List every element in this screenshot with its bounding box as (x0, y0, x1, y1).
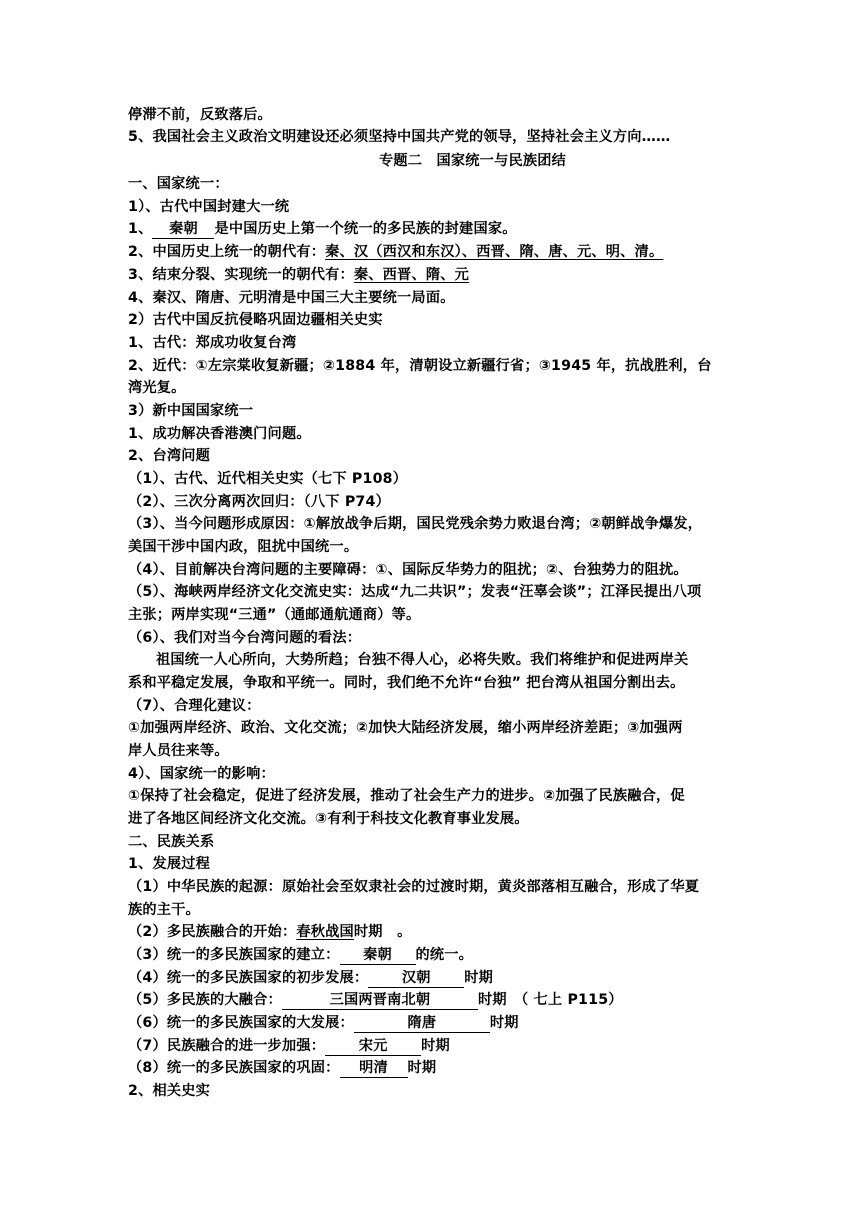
subsection-heading: 4）、国家统一的影响： (128, 766, 275, 782)
paragraph-line: 进了各地区间经济文化交流。③有利于科技文化教育事业发展。 (128, 811, 529, 827)
fill-blank: 明清 (340, 1059, 408, 1078)
item-text: （8）统一的多民族国家的巩固： (128, 1060, 340, 1076)
text-line: 湾光复。 (128, 380, 186, 396)
item-text: 时期 （ 七上 P115） (477, 992, 623, 1008)
list-item: 4、秦汉、隋唐、元明清是中国三大主要统一局面。 (128, 290, 455, 306)
item-text: （4）统一的多民族国家的初步发展： (128, 970, 369, 986)
text-line: 主张；两岸实现“三通”（通邮通航通商）等。 (128, 607, 421, 623)
list-item (128, 944, 748, 967)
item-text: （3）统一的多民族国家的建立： (128, 947, 340, 963)
item-text: （6）统一的多民族国家的大发展： (128, 1015, 354, 1031)
paragraph-line: ①加强两岸经济、政治、文化交流；②加快大陆经济发展，缩小两岸经济差距；③加强两 (128, 720, 683, 736)
subsection-heading: 1）、古代中国封建大一统 (128, 199, 290, 215)
list-item (128, 1012, 748, 1035)
list-item: （2）、三次分离两次回归：（八下 P74） (128, 494, 390, 510)
fill-blank: 汉朝 (368, 969, 464, 988)
fill-blank: 秦朝 (152, 220, 214, 239)
list-item: （7）、合理化建议： (128, 698, 261, 714)
list-item: 1、古代：郑成功收复台湾 (128, 335, 297, 351)
fill-blank: 三国两晋南北朝 (282, 991, 478, 1010)
paragraph-line: 祖国统一人心所向，大势所趋；台独不得人心，必将失败。我们将维护和促进两岸关 (156, 652, 689, 668)
item-text: 时期 。 (353, 924, 412, 940)
list-item: 1、成功解决香港澳门问题。 (128, 426, 311, 442)
list-item (128, 1057, 748, 1080)
list-item: （6）、我们对当今台湾问题的看法： (128, 630, 362, 646)
item-text: 2、中国历史上统一的朝代有： (128, 244, 326, 260)
underlined-text: 春秋战国 (296, 924, 354, 940)
fill-blank: 宋元 (325, 1037, 421, 1056)
item-text: （2）多民族融合的开始： (128, 924, 297, 940)
list-item (128, 241, 748, 264)
list-item: （5）、海峡两岸经济文化交流史实：达成“九二共识”；发表“汪辜会谈”；江泽民提出八项 (128, 584, 702, 600)
item-text: 时期 (489, 1015, 519, 1031)
item-text: 时期 (421, 1038, 450, 1054)
fill-blank: 隋唐 (354, 1014, 490, 1033)
subsection-heading: 1、发展过程 (128, 856, 211, 872)
text-line: 美国干涉中国内政，阻扰中国统一。 (128, 539, 359, 555)
list-item (128, 218, 748, 241)
subsection-heading: 2、相关史实 (128, 1083, 211, 1099)
list-item: （1）中华民族的起源：原始社会至奴隶社会的过渡时期，黄炎部落相互融合，形成了华夏 (128, 879, 700, 895)
paragraph-line: ①保持了社会稳定，促进了经济发展，推动了社会生产力的进步。②加强了民族融合，促 (128, 788, 685, 804)
item-text: 3、结束分裂、实现统一的朝代有： (128, 267, 354, 283)
item-text: （5）多民族的大融合： (128, 992, 282, 1008)
underlined-text: 秦、汉（西汉和东汉）、西晋、隋、唐、元、明、清。 (325, 244, 664, 260)
item-text: 时期 (464, 970, 494, 986)
list-item: 2、台湾问题 (128, 448, 211, 464)
text-line: 族的主干。 (128, 902, 200, 918)
item-text: 是中国历史上第一个统一的多民族的封建国家。 (214, 221, 517, 237)
section-heading: 二、民族关系 (128, 834, 215, 850)
list-item: 2、近代：①左宗棠收复新疆；②1884 年，清朝设立新疆行省；③1945 年，抗战胜利，台 (128, 358, 712, 374)
item-text: （7）民族融合的进一步加强： (128, 1038, 326, 1054)
list-item (128, 921, 748, 944)
topic-title: 专题二 国家统一与民族团结 (378, 153, 567, 169)
section-heading: 一、国家统一： (128, 176, 229, 192)
subsection-heading: 2）古代中国反抗侵略巩固边疆相关史实 (128, 312, 383, 328)
item-text: 的统一。 (415, 947, 474, 963)
paragraph-line: 岸人员往来等。 (128, 743, 229, 759)
text-line: 停滞不前，反致落后。 (128, 107, 272, 123)
paragraph-line: 系和平稳定发展，争取和平统一。同时，我们绝不允许“台独” 把台湾从祖国分割出去。 (128, 675, 685, 691)
item-number: 1、 (128, 221, 153, 237)
list-item (128, 967, 748, 990)
list-item (128, 989, 748, 1012)
list-item: （1）、古代、近代相关史实（七下 P108） (128, 471, 408, 487)
item-text: 时期 (407, 1060, 437, 1076)
list-item (128, 1035, 748, 1058)
list-item: （4）、目前解决台湾问题的主要障碍：①、国际反华势力的阻扰；②、台独势力的阻扰。 (128, 562, 688, 578)
text-line: 5、我国社会主义政治文明建设还必须坚持中国共产党的领导，坚持社会主义方向…… (128, 129, 671, 145)
list-item (128, 264, 748, 287)
fill-blank: 秦朝 (340, 946, 416, 965)
subsection-heading: 3）新中国国家统一 (128, 403, 254, 419)
list-item: （3）、当今问题形成原因：①解放战争后期，国民党残余势力败退台湾；②朝鲜战争爆发， (128, 516, 703, 532)
underlined-text: 秦、西晋、隋、元 (353, 267, 469, 283)
